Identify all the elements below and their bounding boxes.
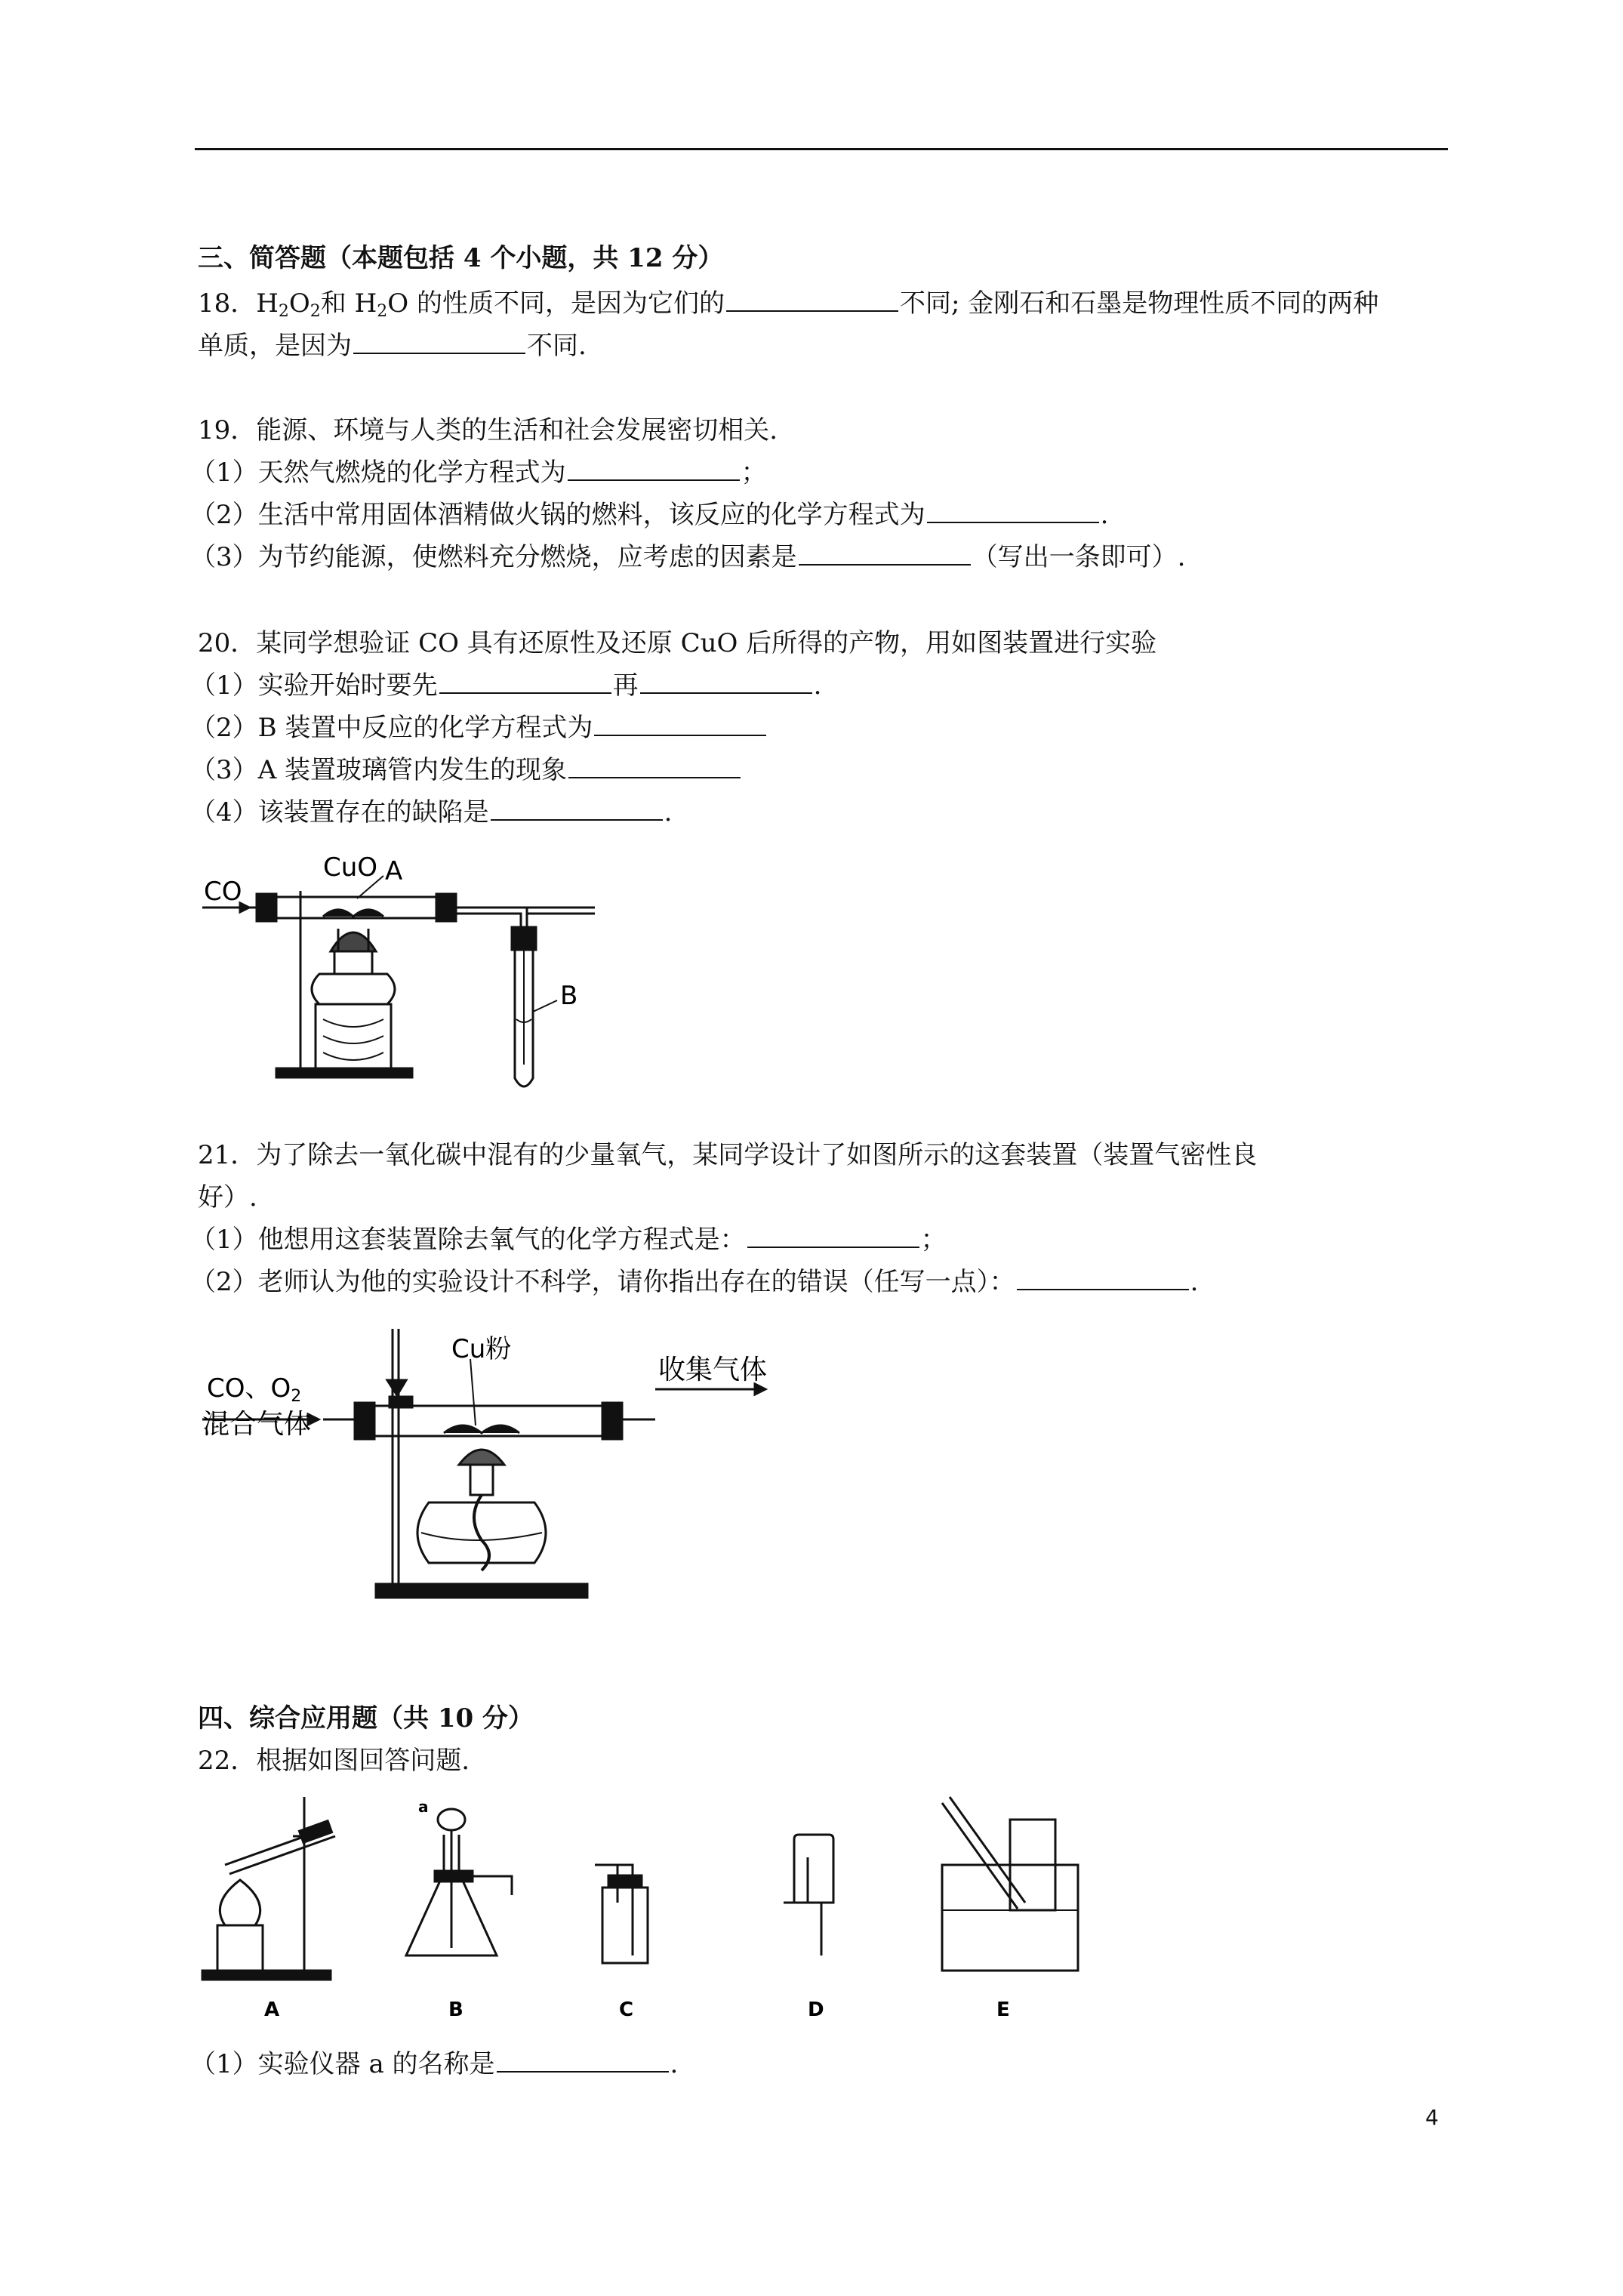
q21-part-1 [190, 1223, 947, 1256]
apparatus-a [202, 1797, 335, 1980]
label-co-o2 [207, 1373, 301, 1406]
label-apparatus-a: A [264, 1999, 280, 2021]
q22-text: . [670, 2049, 679, 2079]
q21-text: （1）他想用这套装置除去氧气的化学方程式是： [190, 1225, 746, 1255]
q19-text: （1）天然气燃烧的化学方程式为 [190, 458, 566, 488]
q18-text: O 的性质不同，是因为它们的 [387, 288, 725, 319]
answer-blank[interactable] [568, 457, 740, 481]
apparatus-d [784, 1835, 833, 1955]
answer-blank[interactable] [799, 541, 971, 566]
label-collect-gas: 收集气体 [658, 1354, 768, 1385]
lab-apparatus-figure [195, 1789, 1086, 2031]
label-co: CO [204, 877, 242, 907]
answer-blank[interactable] [497, 2048, 669, 2073]
answer-blank[interactable] [1017, 1266, 1189, 1290]
q22-text: （1）实验仪器 a 的名称是 [190, 2049, 495, 2079]
formula-sub: 2 [278, 302, 289, 321]
q20-text: （3）A 装置玻璃管内发生的现象 [190, 755, 567, 785]
label-apparatus-e: E [996, 1999, 1010, 2021]
q21-part-2 [190, 1265, 1198, 1299]
q19-part-2 [190, 498, 1108, 532]
label-a: A [385, 856, 403, 886]
label-b: B [560, 981, 578, 1011]
q19-part-3 [190, 541, 1185, 574]
q18-number: 18． [198, 288, 257, 319]
q20-stem: 20．某同学想验证 CO 具有还原性及还原 CuO 后所得的产物，用如图装置进行实验 [198, 628, 1157, 658]
q18-line-2 [198, 329, 587, 362]
q22-stem: 22．根据如图回答问题. [198, 1746, 470, 1776]
answer-blank[interactable] [353, 330, 525, 354]
apparatus-b [406, 1809, 512, 1955]
q21-text: （2）老师认为他的实验设计不科学，请你指出存在的错误（任写一点）： [190, 1267, 1015, 1297]
q20-text: （4）该装置存在的缺陷是 [190, 797, 489, 827]
cu-powder-apparatus-figure [195, 1314, 799, 1616]
q18-line-1 [198, 287, 1378, 328]
label-cu-powder: Cu粉 [451, 1334, 512, 1364]
page-number: 4 [1425, 2105, 1439, 2130]
q20-text: （1）实验开始时要先 [190, 670, 438, 701]
formula-sub: 2 [310, 302, 321, 321]
answer-blank[interactable] [640, 670, 812, 694]
header-rule [195, 148, 1448, 150]
q20-part-4 [190, 796, 672, 829]
q18-text: 不同. [527, 331, 587, 361]
label-cuo: CuO [323, 852, 378, 883]
apparatus-c [595, 1865, 648, 1963]
q18-text: 和 H [320, 288, 377, 319]
q20-text: . [813, 670, 822, 701]
answer-blank[interactable] [594, 712, 766, 736]
label-co-o2-text: CO、O [207, 1373, 291, 1404]
q22-part-1 [190, 2048, 678, 2081]
answer-blank[interactable] [726, 288, 898, 312]
q19-text: （2）生活中常用固体酒精做火锅的燃料，该反应的化学方程式为 [190, 500, 925, 530]
answer-blank[interactable] [747, 1224, 919, 1248]
q19-text: ； [741, 458, 767, 488]
answer-blank[interactable] [439, 670, 611, 694]
section-4-title: 四、综合应用题（共 10 分） [198, 1703, 534, 1734]
answer-blank[interactable] [491, 797, 663, 821]
q20-part-1 [190, 669, 821, 702]
q19-stem: 19．能源、环境与人类的生活和社会发展密切相关. [198, 415, 778, 445]
q18-text: 不同; 金刚石和石墨是物理性质不同的两种 [899, 288, 1379, 319]
co-reduction-apparatus-figure [195, 838, 617, 1102]
q19-part-1 [190, 456, 767, 489]
label-apparatus-c: C [619, 1999, 634, 2021]
label-mixed-gas: 混合气体 [202, 1409, 312, 1440]
q20-text: . [664, 797, 673, 827]
answer-blank[interactable] [568, 754, 741, 778]
q21-stem-1: 21．为了除去一氧化碳中混有的少量氧气，某同学设计了如图所示的这套装置（装置气密性良 [198, 1140, 1258, 1170]
formula-sub: 2 [377, 302, 388, 321]
q18-text: 单质，是因为 [198, 331, 352, 361]
section-3-title: 三、简答题（本题包括 4 个小题，共 12 分） [198, 243, 724, 273]
q21-stem-2: 好）. [198, 1182, 257, 1213]
apparatus-e [942, 1797, 1078, 1971]
q21-text: ； [920, 1225, 947, 1255]
q19-text: （写出一条即可）. [972, 542, 1186, 572]
q20-part-3 [190, 754, 742, 787]
q20-part-2 [190, 711, 768, 744]
q21-text: . [1190, 1267, 1199, 1297]
q19-text: . [1100, 500, 1109, 530]
answer-blank[interactable] [927, 499, 1099, 523]
formula-h2o2-h: H [256, 288, 279, 319]
label-apparatus-b: B [448, 1999, 463, 2021]
q20-text: （2）B 装置中反应的化学方程式为 [190, 713, 593, 743]
formula-h2o2-o: O [288, 288, 310, 319]
q20-text: 再 [612, 670, 639, 701]
label-o2-sub: 2 [291, 1387, 302, 1406]
q19-text: （3）为节约能源，使燃料充分燃烧，应考虑的因素是 [190, 542, 797, 572]
label-apparatus-d: D [808, 1999, 824, 2021]
label-a-lower: a [418, 1798, 429, 1816]
